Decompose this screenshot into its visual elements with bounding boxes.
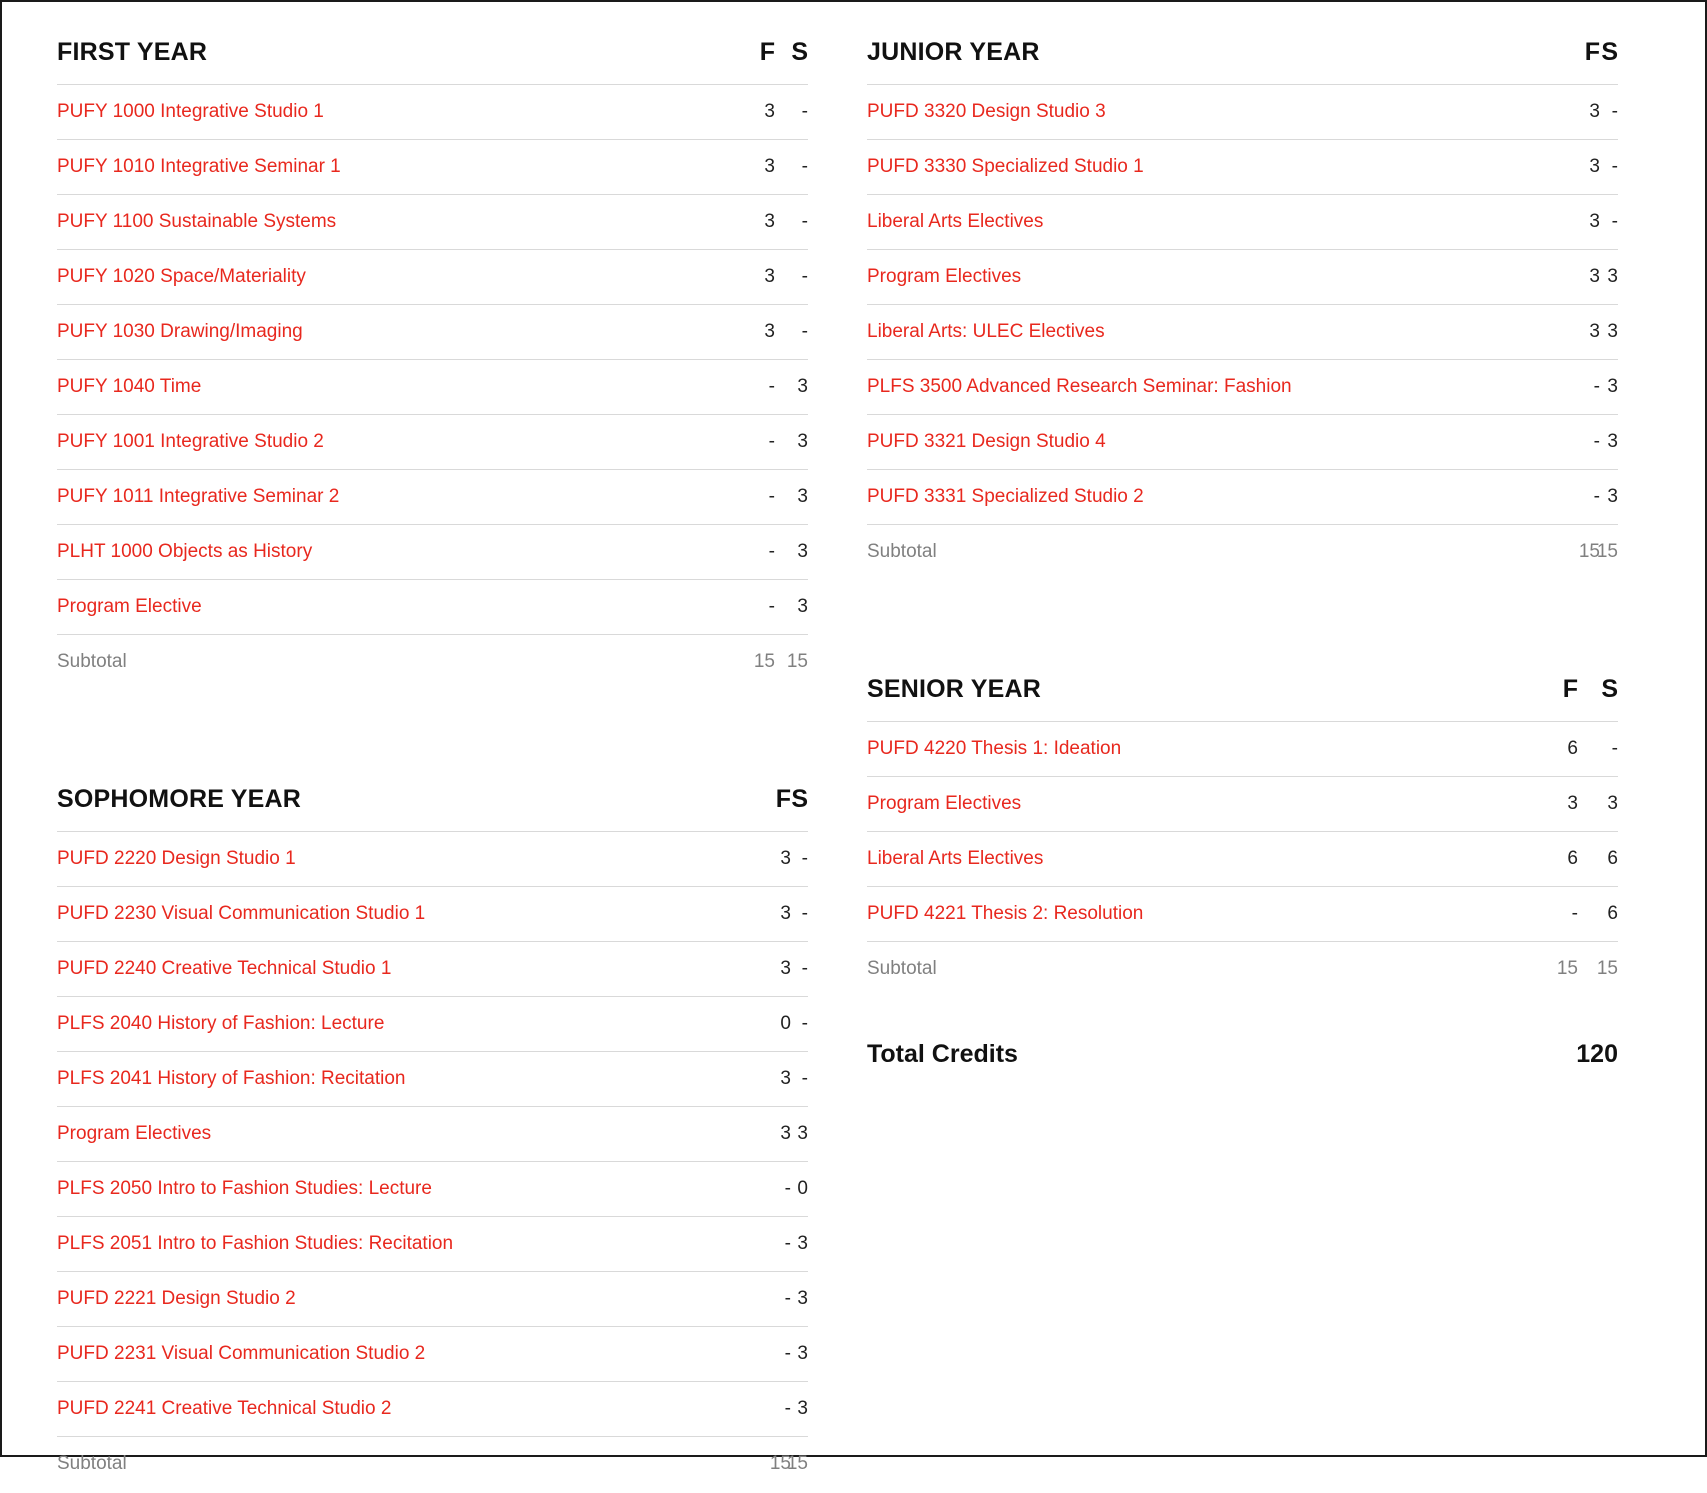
course-link[interactable]: Liberal Arts Electives (867, 848, 1044, 869)
spring-credits: 3 (1607, 793, 1618, 814)
left-column (57, 2, 808, 1493)
fall-credits: - (1571, 903, 1578, 924)
section-header (867, 639, 1618, 722)
spring-credits: 3 (797, 376, 808, 397)
subtotal-row (867, 525, 1618, 581)
course-row (57, 1052, 808, 1107)
spring-credits: - (801, 156, 808, 177)
section-title: JUNIOR YEAR (867, 38, 1040, 66)
section-title: SOPHOMORE YEAR (57, 785, 302, 813)
spring-credits: - (801, 1013, 808, 1034)
spring-credits: 3 (797, 1233, 808, 1254)
fall-credits: 3 (780, 1123, 791, 1144)
subtotal-spring: 15 (1596, 958, 1618, 979)
spring-column-header: S (1601, 38, 1618, 66)
course-link[interactable]: PUFY 1000 Integrative Studio 1 (57, 101, 324, 122)
course-link[interactable]: PUFD 4220 Thesis 1: Ideation (867, 738, 1122, 759)
course-link[interactable]: PUFY 1001 Integrative Studio 2 (57, 431, 324, 452)
subtotal-label: Subtotal (867, 541, 937, 562)
spring-column-header: S (1601, 675, 1618, 703)
course-row (57, 942, 808, 997)
spring-credits: 3 (797, 431, 808, 452)
total-credits-value: 120 (1576, 1040, 1618, 1068)
subtotal-fall: 15 (769, 1453, 791, 1474)
course-link[interactable]: PUFY 1040 Time (57, 376, 202, 397)
course-link[interactable]: PLFS 2051 Intro to Fashion Studies: Recitation (57, 1233, 454, 1254)
course-link[interactable]: PUFD 2230 Visual Communication Studio 1 (57, 903, 426, 924)
fall-credits: 3 (1589, 321, 1600, 342)
fall-credits: - (784, 1343, 791, 1364)
course-link[interactable]: PUFD 2221 Design Studio 2 (57, 1288, 296, 1309)
fall-credits: - (768, 376, 775, 397)
fall-credits: 3 (1589, 156, 1600, 177)
course-row (867, 887, 1618, 942)
fall-credits: 6 (1567, 738, 1578, 759)
spring-credits: - (801, 1068, 808, 1089)
fall-credits: 3 (764, 156, 775, 177)
fall-credits: - (784, 1233, 791, 1254)
right-column (867, 2, 1618, 1086)
course-link[interactable]: PLFS 2040 History of Fashion: Lecture (57, 1013, 385, 1034)
course-link[interactable]: PUFD 2240 Creative Technical Studio 1 (57, 958, 392, 979)
section-header (867, 2, 1618, 85)
first-year-section (57, 2, 808, 691)
subtotal-spring: 15 (786, 1453, 808, 1474)
course-row (867, 832, 1618, 887)
course-row (57, 195, 808, 250)
spring-credits: 3 (1607, 266, 1618, 287)
fall-credits: - (784, 1288, 791, 1309)
spring-column-header: S (791, 38, 808, 66)
course-row (57, 250, 808, 305)
subtotal-row (57, 635, 808, 691)
senior-year-section (867, 639, 1618, 998)
fall-credits: 0 (780, 1013, 791, 1034)
fall-credits: 3 (780, 848, 791, 869)
spring-credits: 3 (1607, 431, 1618, 452)
course-row (57, 1272, 808, 1327)
fall-column-header: F (759, 38, 775, 66)
course-row (57, 1327, 808, 1382)
spring-credits: 3 (797, 1288, 808, 1309)
course-link[interactable]: PUFD 3331 Specialized Studio 2 (867, 486, 1144, 507)
fall-credits: - (768, 486, 775, 507)
course-row (57, 887, 808, 942)
fall-credits: 6 (1567, 848, 1578, 869)
course-row (57, 1382, 808, 1437)
fall-credits: - (784, 1398, 791, 1419)
course-row (57, 85, 808, 140)
course-link[interactable]: PLFS 2050 Intro to Fashion Studies: Lecture (57, 1178, 432, 1199)
spring-credits: - (801, 266, 808, 287)
subtotal-spring: 15 (786, 651, 808, 672)
course-link[interactable]: PUFD 3330 Specialized Studio 1 (867, 156, 1144, 177)
fall-credits: - (1593, 376, 1600, 397)
course-link[interactable]: Liberal Arts: ULEC Electives (867, 321, 1105, 342)
course-row (57, 525, 808, 580)
section-title: SENIOR YEAR (867, 675, 1042, 703)
course-link[interactable]: PUFD 3321 Design Studio 4 (867, 431, 1106, 452)
course-link[interactable]: PLHT 1000 Objects as History (57, 541, 313, 562)
fall-credits: 3 (764, 266, 775, 287)
course-row (57, 997, 808, 1052)
subtotal-fall: 15 (1556, 958, 1578, 979)
course-link[interactable]: Program Elective (57, 596, 202, 617)
sophomore-year-section (57, 749, 808, 1493)
spring-credits: - (801, 848, 808, 869)
spring-credits: 3 (1607, 376, 1618, 397)
course-row (867, 140, 1618, 195)
fall-credits: 3 (1567, 793, 1578, 814)
course-row (57, 360, 808, 415)
course-link[interactable]: Program Electives (867, 266, 1022, 287)
section-spacer (867, 581, 1618, 639)
course-row (57, 832, 808, 887)
course-link[interactable]: Liberal Arts Electives (867, 211, 1044, 232)
spring-credits: - (801, 903, 808, 924)
course-link[interactable]: PUFY 1010 Integrative Seminar 1 (57, 156, 341, 177)
course-row (867, 360, 1618, 415)
fall-credits: - (1593, 486, 1600, 507)
total-credits-label: Total Credits (867, 1040, 1018, 1068)
section-spacer (57, 691, 808, 749)
course-row (57, 580, 808, 635)
spring-credits: 3 (797, 1398, 808, 1419)
fall-credits: 3 (764, 101, 775, 122)
fall-credits: 3 (780, 1068, 791, 1089)
spring-credits: 6 (1607, 903, 1618, 924)
fall-credits: - (1593, 431, 1600, 452)
course-row (57, 470, 808, 525)
course-row (57, 415, 808, 470)
course-row (867, 195, 1618, 250)
spring-credits: 3 (797, 486, 808, 507)
subtotal-label: Subtotal (867, 958, 937, 979)
course-row (57, 1162, 808, 1217)
course-link[interactable]: PUFY 1011 Integrative Seminar 2 (57, 486, 340, 507)
course-row (867, 722, 1618, 777)
course-row (57, 305, 808, 360)
course-link[interactable]: Program Electives (57, 1123, 212, 1144)
fall-column-header: F (1584, 38, 1600, 66)
course-link[interactable]: PUFD 3320 Design Studio 3 (867, 101, 1106, 122)
course-link[interactable]: Program Electives (867, 793, 1022, 814)
subtotal-row (867, 942, 1618, 998)
subtotal-row (57, 1437, 808, 1493)
course-row (867, 777, 1618, 832)
spring-credits: 6 (1607, 848, 1618, 869)
fall-credits: 3 (1589, 101, 1600, 122)
junior-year-section (867, 2, 1618, 581)
spring-credits: - (801, 211, 808, 232)
course-row (57, 140, 808, 195)
spring-credits: - (1611, 738, 1618, 759)
spring-column-header: S (791, 785, 808, 813)
subtotal-label: Subtotal (57, 1453, 127, 1474)
course-link[interactable]: PLFS 3500 Advanced Research Seminar: Fashion (867, 376, 1292, 397)
spring-credits: 3 (1607, 486, 1618, 507)
fall-credits: - (768, 596, 775, 617)
course-link[interactable]: PUFD 2231 Visual Communication Studio 2 (57, 1343, 426, 1364)
fall-credits: 3 (780, 958, 791, 979)
fall-credits: 3 (780, 903, 791, 924)
course-row (57, 1107, 808, 1162)
spring-credits: - (1611, 156, 1618, 177)
course-link[interactable]: PUFD 4221 Thesis 2: Resolution (867, 903, 1144, 924)
spring-credits: - (1611, 211, 1618, 232)
spring-credits: - (801, 101, 808, 122)
spring-credits: 3 (797, 1123, 808, 1144)
fall-credits: 3 (764, 211, 775, 232)
spring-credits: 3 (1607, 321, 1618, 342)
subtotal-fall: 15 (1578, 541, 1600, 562)
fall-column-header: F (775, 785, 791, 813)
subtotal-label: Subtotal (57, 651, 127, 672)
course-link[interactable]: PUFD 2241 Creative Technical Studio 2 (57, 1398, 392, 1419)
spring-credits: 3 (797, 596, 808, 617)
section-title: FIRST YEAR (57, 38, 208, 66)
total-credits (867, 1026, 1618, 1086)
fall-credits: 3 (1589, 211, 1600, 232)
course-row (867, 470, 1618, 525)
course-row (867, 305, 1618, 360)
course-link[interactable]: PUFY 1100 Sustainable Systems (57, 211, 337, 232)
fall-credits: 3 (764, 321, 775, 342)
spring-credits: - (801, 958, 808, 979)
subtotal-fall: 15 (753, 651, 775, 672)
course-row (867, 85, 1618, 140)
section-header (57, 749, 808, 832)
spring-credits: - (1611, 101, 1618, 122)
course-row (867, 415, 1618, 470)
spring-credits: - (801, 321, 808, 342)
course-link[interactable]: PUFY 1020 Space/Materiality (57, 266, 306, 287)
fall-credits: - (768, 431, 775, 452)
course-link[interactable]: PUFD 2220 Design Studio 1 (57, 848, 296, 869)
fall-column-header: F (1562, 675, 1578, 703)
spring-credits: 3 (797, 541, 808, 562)
course-link[interactable]: PLFS 2041 History of Fashion: Recitation (57, 1068, 406, 1089)
course-row (867, 250, 1618, 305)
fall-credits: 3 (1589, 266, 1600, 287)
fall-credits: - (768, 541, 775, 562)
fall-credits: - (784, 1178, 791, 1199)
section-header (57, 2, 808, 85)
spring-credits: 3 (797, 1343, 808, 1364)
course-row (57, 1217, 808, 1272)
course-link[interactable]: PUFY 1030 Drawing/Imaging (57, 321, 303, 342)
subtotal-spring: 15 (1596, 541, 1618, 562)
spring-credits: 0 (797, 1178, 808, 1199)
